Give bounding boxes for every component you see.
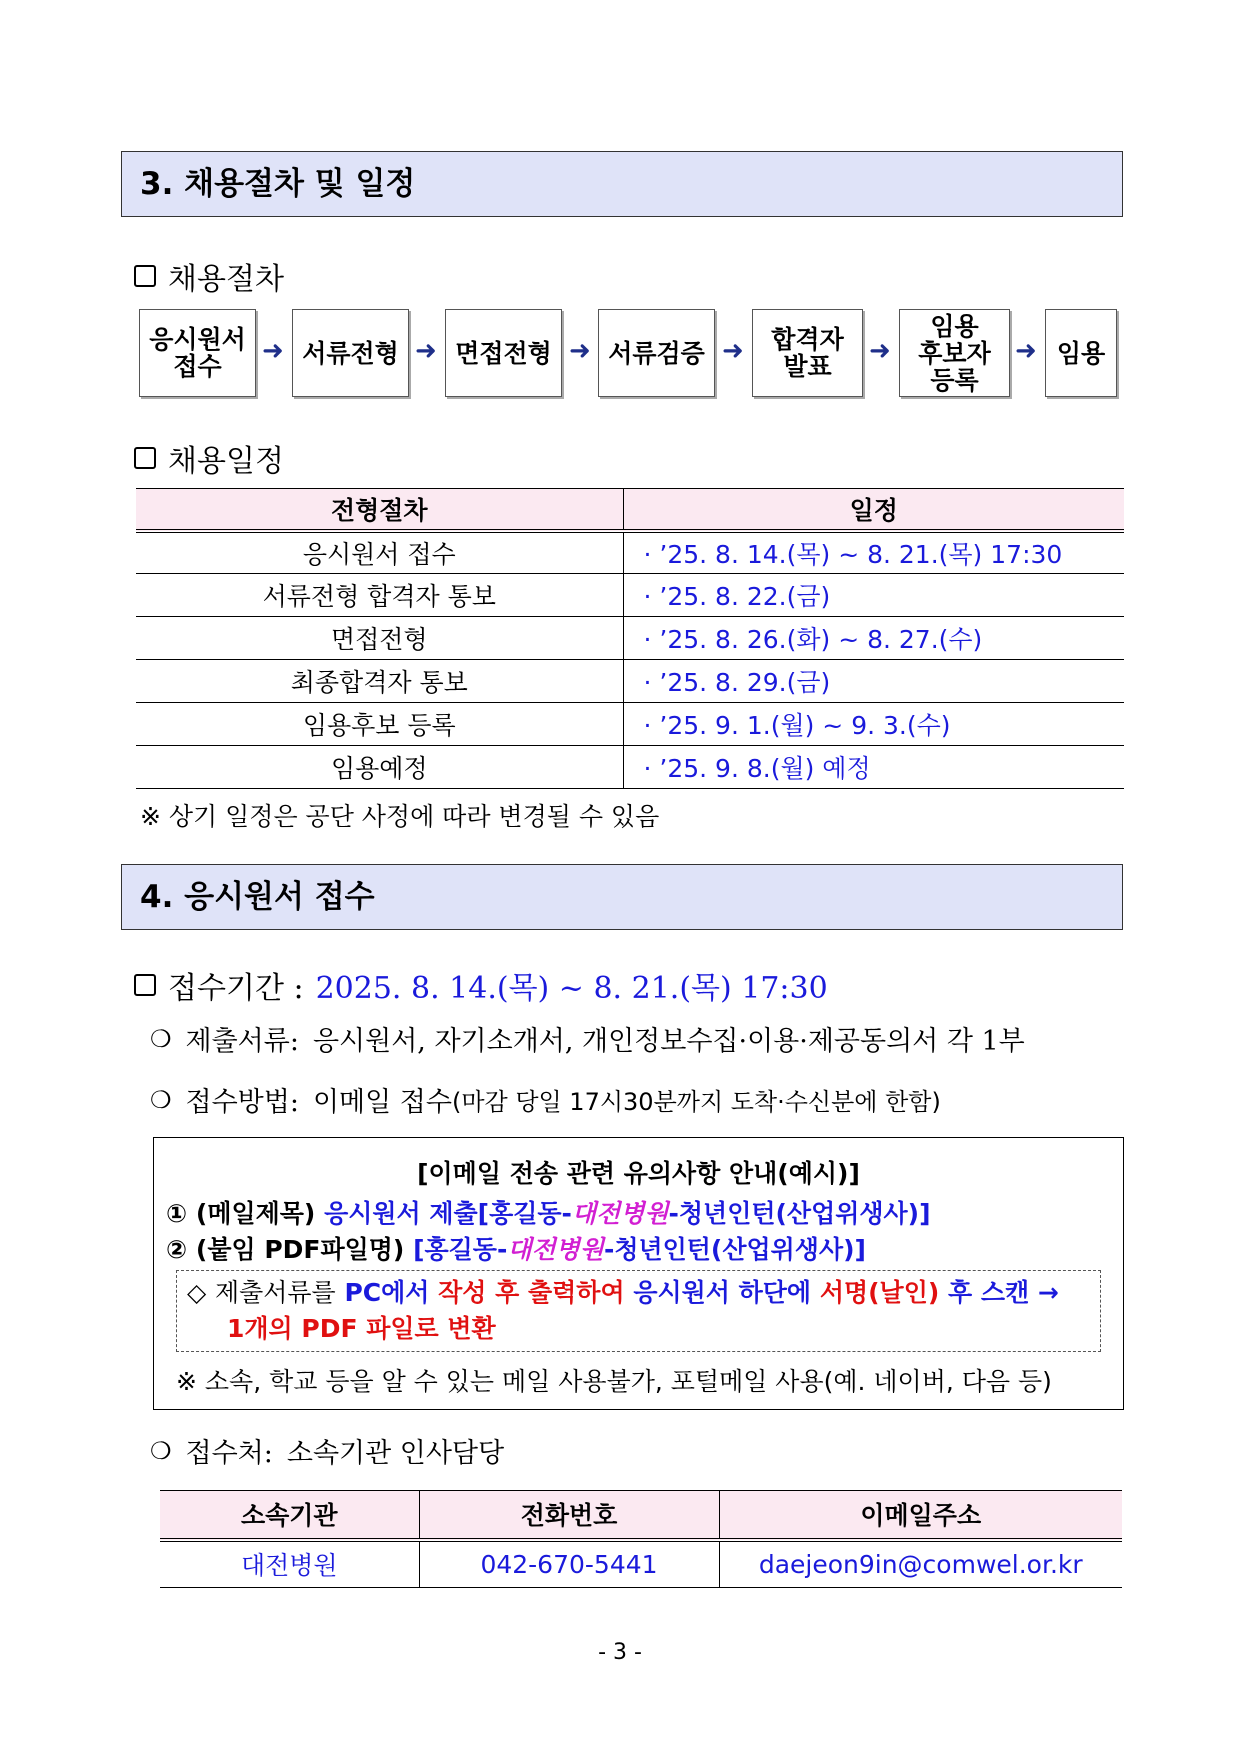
step-application: [139, 309, 256, 397]
page-number: - 3 -: [598, 1640, 642, 1665]
tip-text: 작성 후 출력하여: [438, 1278, 625, 1307]
table-row: [160, 1540, 1122, 1588]
org-cell: 대전병원: [160, 1540, 419, 1588]
stage-cell: 임용후보 등록: [136, 703, 623, 746]
place-label: 접수처:: [185, 1438, 273, 1469]
stage-cell: 최종합격자 통보: [136, 660, 623, 703]
arrow-icon: ➜: [1015, 336, 1037, 366]
period-value: 2025. 8. 14.(목) ~ 8. 21.(목) 17:30: [315, 971, 828, 1006]
step-announcement: [752, 309, 863, 397]
example-part: -청년인턴(산업위생사)]: [603, 1235, 866, 1264]
contact-table: [160, 1490, 1122, 1588]
item-label: (메일제목): [195, 1199, 316, 1228]
table-row: [136, 574, 1124, 617]
step-document-screening: [292, 309, 409, 397]
period-label: 접수기간 :: [168, 971, 304, 1006]
date-cell: · ’25. 8. 29.(금): [623, 660, 1124, 703]
tip-text: 응시원서 하단에: [633, 1278, 812, 1307]
method-label: 접수방법:: [185, 1087, 299, 1118]
tip-text: 서명(날인): [819, 1278, 940, 1307]
step-document-verification: [598, 309, 715, 397]
checkbox-icon: [134, 265, 156, 287]
method-line: [150, 1080, 941, 1119]
step-label: 서류전형: [302, 338, 399, 368]
table-row: [136, 703, 1124, 746]
column-header-date: 일정: [623, 489, 1124, 531]
example-part: 대전병원: [571, 1199, 669, 1228]
example-part: [홍길동-: [413, 1235, 508, 1264]
place-value: 소속기관 인사담당: [286, 1438, 505, 1469]
schedule-heading: [134, 436, 284, 480]
step-label: 합격자 발표: [771, 325, 844, 381]
column-header-phone: 전화번호: [419, 1491, 719, 1540]
step-label: 서류검증: [608, 338, 705, 368]
documents-value: 응시원서, 자기소개서, 개인정보수집·이용·제공동의서 각 1부: [312, 1026, 1025, 1057]
date-cell: · ’25. 8. 26.(화) ~ 8. 27.(수): [623, 617, 1124, 660]
table-row: [136, 531, 1124, 574]
procedure-heading: [134, 254, 284, 298]
arrow-icon: ➜: [869, 336, 891, 366]
column-header-email: 이메일주소: [719, 1491, 1122, 1540]
submission-tip-box: [176, 1270, 1101, 1352]
step-label: 응시원서 접수: [149, 325, 246, 381]
arrow-icon: ➜: [262, 336, 284, 366]
checkbox-icon: [134, 974, 156, 996]
place-line: [150, 1431, 504, 1470]
bullet-circle-icon: ❍: [150, 1436, 172, 1465]
date-cell: · ’25. 9. 8.(월) 예정: [623, 746, 1124, 789]
section-3-title: 3. 채용절차 및 일정: [121, 151, 1123, 217]
documents-line: [150, 1019, 1025, 1058]
example-part: -청년인턴(산업위생사)]: [668, 1199, 931, 1228]
diamond-icon: ◇: [187, 1278, 207, 1307]
schedule-heading-text: 채용일정: [168, 444, 284, 479]
step-appointment: [1045, 309, 1117, 397]
stage-cell: 면접전형: [136, 617, 623, 660]
table-row: [136, 660, 1124, 703]
date-cell: · ’25. 9. 1.(월) ~ 9. 3.(수): [623, 703, 1124, 746]
tip-text: 후 스캔 →: [947, 1278, 1059, 1307]
method-value: 이메일 접수: [312, 1087, 452, 1118]
step-candidate-registration: [899, 309, 1010, 397]
pdf-filename-example: [166, 1230, 866, 1266]
table-row: [136, 746, 1124, 789]
column-header-org: 소속기관: [160, 1491, 419, 1540]
tip-text: 제출서류를: [214, 1278, 336, 1307]
bullet-circle-icon: ❍: [150, 1085, 172, 1114]
method-paren: (마감 당일 17시30분까지 도착·수신분에 한함): [451, 1088, 941, 1116]
schedule-table: [136, 488, 1124, 789]
stage-cell: 서류전형 합격자 통보: [136, 574, 623, 617]
arrow-icon: ➜: [722, 336, 744, 366]
documents-label: 제출서류:: [185, 1026, 299, 1057]
step-interview: [445, 309, 562, 397]
example-part: 대전병원: [507, 1235, 604, 1264]
arrow-icon: ➜: [569, 336, 591, 366]
section-4-title: 4. 응시원서 접수: [121, 864, 1123, 930]
table-row: [136, 617, 1124, 660]
email-cell: daejeon9in@comwel.or.kr: [719, 1540, 1122, 1588]
step-label: 면접전형: [455, 338, 552, 368]
bullet-circle-icon: ❍: [150, 1024, 172, 1053]
example-part: 응시원서 제출[홍길동-: [324, 1199, 572, 1228]
tip-text: 1개의 PDF 파일로 변환: [227, 1314, 496, 1343]
tip-text: PC에서: [344, 1278, 430, 1307]
reception-period: [134, 963, 828, 1007]
phone-cell: 042-670-5441: [419, 1540, 719, 1588]
procedure-heading-text: 채용절차: [168, 262, 284, 297]
email-notice-note: ※ 소속, 학교 등을 알 수 있는 메일 사용불가, 포털메일 사용(예. 네이버, 다음 등): [176, 1367, 1052, 1396]
email-subject-example: [166, 1194, 931, 1230]
date-cell: · ’25. 8. 14.(목) ~ 8. 21.(목) 17:30: [623, 531, 1124, 574]
item-number: ②: [166, 1235, 188, 1264]
step-label: 임용: [1056, 338, 1106, 368]
arrow-icon: ➜: [415, 336, 437, 366]
item-label: (붙임 PDF파일명): [195, 1235, 405, 1264]
item-number: ①: [166, 1199, 188, 1228]
stage-cell: 응시원서 접수: [136, 531, 623, 574]
column-header-stage: 전형절차: [136, 489, 623, 531]
stage-cell: 임용예정: [136, 746, 623, 789]
email-notice-title: [이메일 전송 관련 유의사항 안내(예시)]: [417, 1159, 860, 1188]
date-cell: · ’25. 8. 22.(금): [623, 574, 1124, 617]
schedule-note: ※ 상기 일정은 공단 사정에 따라 변경될 수 있음: [140, 802, 660, 831]
checkbox-icon: [134, 447, 156, 469]
email-notice-box: [153, 1137, 1124, 1410]
step-label: 임용 후보자 등록: [918, 311, 991, 395]
